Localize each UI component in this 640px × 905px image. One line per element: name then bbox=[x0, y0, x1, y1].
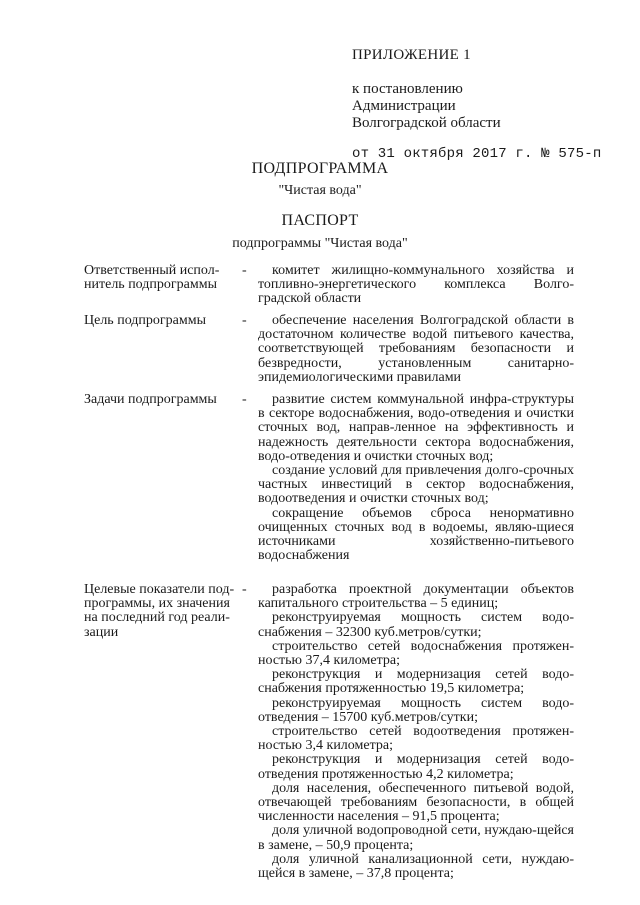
row-value bbox=[258, 583, 574, 881]
value-paragraph: доля населения, обеспеченного питьевой водой, отвечающей требованиям безопасности, в общей численности населения – 91,5 процента; bbox=[258, 780, 574, 825]
appendix-block bbox=[352, 47, 601, 163]
value-paragraph: реконструкция и модернизация сетей водо-отведения протяженностью 4,2 километра; bbox=[258, 752, 574, 782]
resolution-date: от 31 октября 2017 г. № 575-п bbox=[352, 146, 602, 162]
row-label: Ответственный испол-нитель подпрограммы bbox=[84, 263, 220, 293]
value-paragraph: разработка проектной документации объектов капитального строительства – 5 единиц; bbox=[258, 582, 574, 612]
value-paragraph: комитет жилищно-коммунального хозяйства и топливно-энергетического комплекса Волго-градской области bbox=[258, 263, 574, 307]
value-paragraph: сокращение объемов сброса ненормативно очищенных сточных вод в водоемы, являю-щиеся источниками хозяйственно-питьевого водоснабжения bbox=[258, 505, 574, 564]
row-dash: - bbox=[242, 582, 247, 597]
value-paragraph: строительство сетей водоотведения протяжен-ностью 3,4 километра; bbox=[258, 724, 574, 754]
value-paragraph: обеспечение населения Волгоградской области в достаточном количестве водой питьевого качества, соответствующей требованиям безопасности и безвредности, установленным санитарно-эпидемиологическими правилами bbox=[258, 313, 574, 385]
value-paragraph: реконструируемая мощность систем водо-отведения – 15700 куб.метров/сутки; bbox=[258, 695, 574, 725]
row-value bbox=[258, 264, 574, 307]
passport-title: ПАСПОРТ bbox=[281, 212, 359, 229]
row-label: Задачи подпрограммы bbox=[84, 392, 217, 407]
row-dash: - bbox=[242, 313, 247, 328]
row-value bbox=[258, 393, 574, 563]
value-paragraph: реконструируемая мощность систем водо-снабжения – 32300 куб.метров/сутки; bbox=[258, 610, 574, 640]
subprogram-title: ПОДПРОГРАММА bbox=[251, 160, 389, 177]
value-paragraph: строительство сетей водоснабжения протяжен-ностью 37,4 километра; bbox=[258, 638, 574, 669]
row-label: Цель подпрограммы bbox=[84, 313, 206, 328]
row-dash: - bbox=[242, 392, 247, 407]
value-paragraph: развитие систем коммунальной инфра-структуры в секторе водоснабжения, водо-отведения и очистки сточных вод, направ-ленное на эффективность и надежность деятельности сектора водоснабжения, водо-отведения и очистки сточных вод; bbox=[258, 392, 574, 464]
appendix-title: ПРИЛОЖЕНИЕ 1 bbox=[352, 47, 471, 63]
value-paragraph: доля уличной канализационной сети, нуждаю-щейся в замене, – 37,8 процента; bbox=[258, 851, 574, 882]
row-dash: - bbox=[242, 263, 247, 278]
appendix-line-2: Администрации bbox=[352, 98, 456, 114]
appendix-line-3: Волгоградской области bbox=[352, 115, 501, 131]
passport-subtitle: подпрограммы "Чистая вода" bbox=[232, 236, 408, 251]
appendix-line-1: к постановлению bbox=[352, 81, 463, 97]
row-value bbox=[258, 314, 574, 385]
subprogram-name: "Чистая вода" bbox=[278, 183, 362, 198]
row-label: Целевые показатели под-программы, их значения на последний год реали-зации bbox=[84, 582, 235, 640]
value-paragraph: доля уличной водопроводной сети, нуждаю-щейся в замене, – 50,9 процента; bbox=[258, 823, 574, 853]
value-paragraph: реконструкция и модернизация сетей водо-снабжения протяженностью 19,5 километра; bbox=[258, 667, 574, 697]
value-paragraph: создание условий для привлечения долго-срочных частных инвестиций в сектор водоснабжения, водоотведения и очистки сточных вод; bbox=[258, 463, 574, 507]
